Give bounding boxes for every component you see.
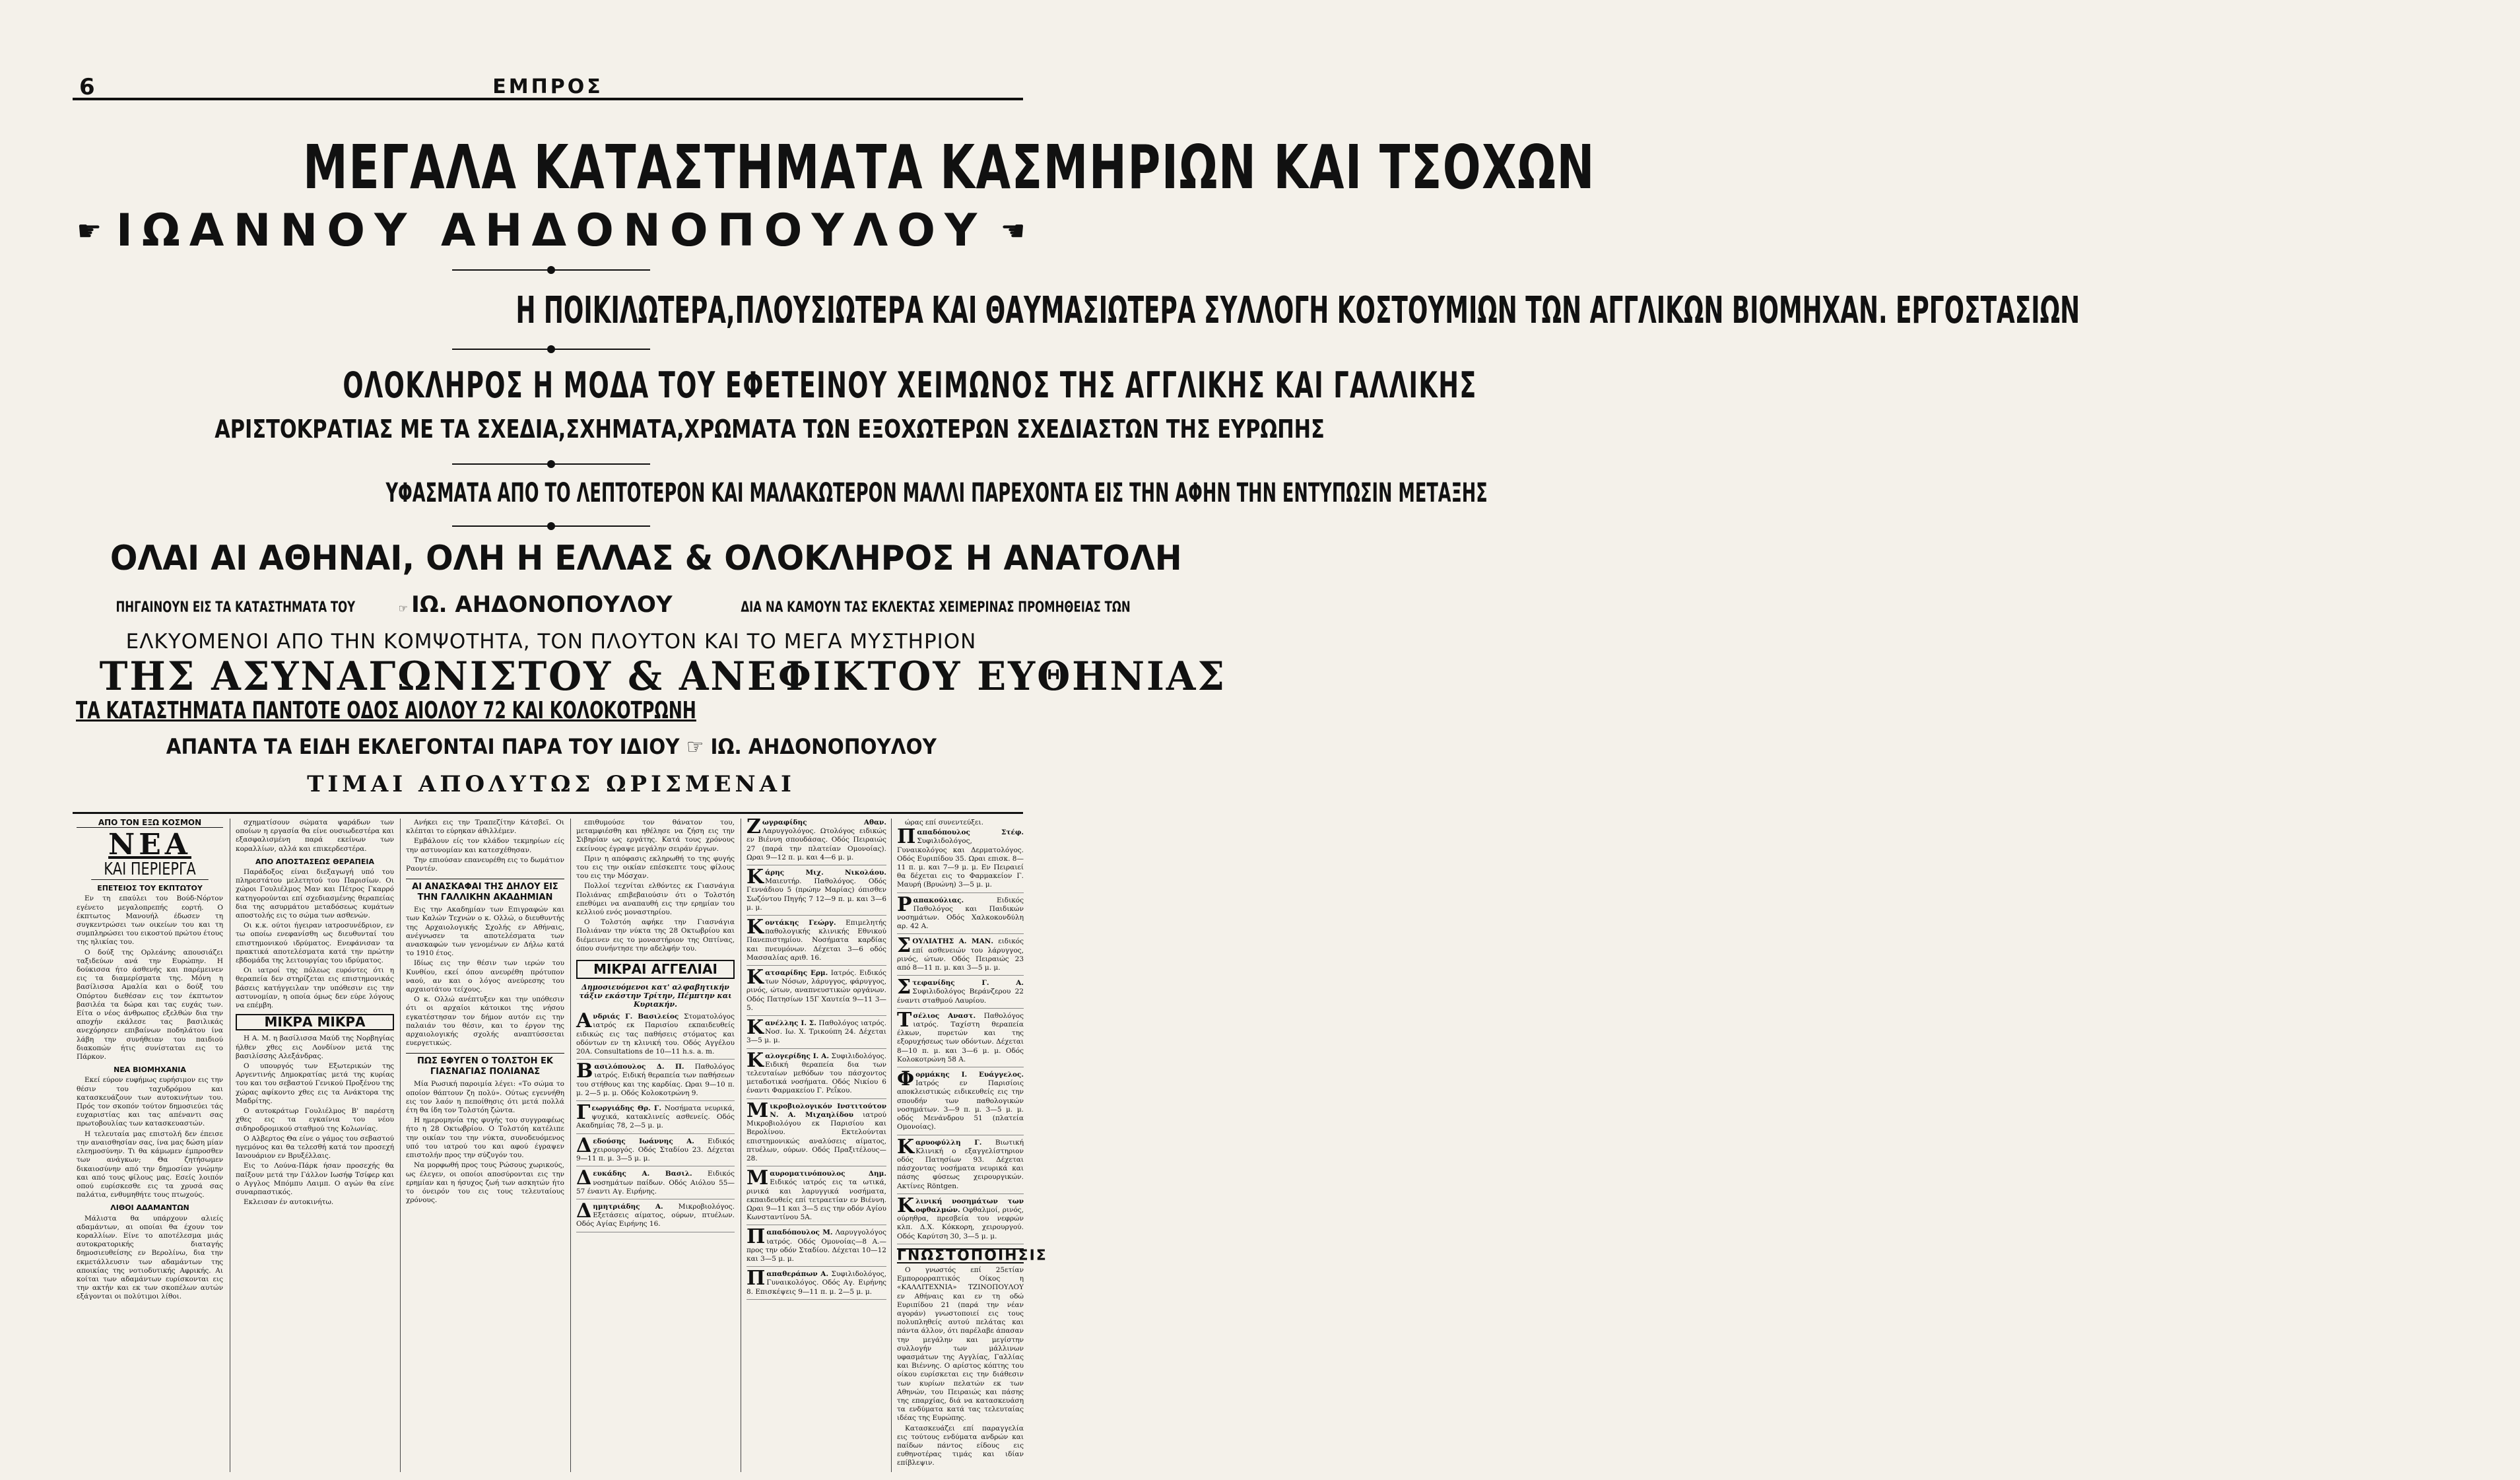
classifieds-subheading: Δημοσιευόμενοι κατ' αλφαβητικήν τάξιν εκάστην Τρίτην, Πέμπτην και Κυριακήν. — [579, 983, 732, 1009]
classified-entry: Καλογερίδης Ι. Α. Συφιλιδολόγος. Ειδική θεραπεία δια των τελευταίων μεθόδων του πάσχοντος μεταδοτικά νοσήματα. Οδός Νικίου 6 έναντι Φαρμακείου Γ. Ρεΐκου. — [746, 1052, 886, 1099]
classified-entry: ΣΟΥΛΙΑΤΗΣ Α. ΜΑΝ. ειδικός επί ασθενειών του λάρυγγος, ρινός, ώτων. Οδός Πειραιώς 23 από 8—11 π. μ. και 3—5 μ. μ. — [897, 937, 1024, 976]
article-paragraph: Πριν η απόφασις εκληρωθή το της φυγής του εις την οικίαν επέσκεπτε τους φίλους του εις την Μόσχαν. — [576, 854, 735, 881]
classified-entry: Κοντάκης Γεώργ. Επιμελητής παθολογικής κλινικής Εθνικού Πανεπιστημίου. Νοσήματα καρδίας και πνευμόνων. Δέχεται 3—6 οδός Μασσαλίας αριθ. 16. — [746, 919, 886, 966]
article-paragraph: Ο Τολστόη αφήκε την Γιασνάγια Πολιάναν την νύκτα της 28 Οκτωβρίου και διέμεινεν εις το μοναστήριον της Οπτίνας, όπου συνήντησε την αδελφήν του. — [576, 918, 735, 953]
classified-entry: Στεφανίδης Γ. Α. Συφιλιδολόγος Βεράνζερου 22 έναντι σταθμού Λαυρίου. — [897, 979, 1024, 1009]
ad-line-selected: ΑΠΑΝΤΑ ΤΑ ΕΙΔΗ ΕΚΛΕΓΟΝΤΑΙ ΠΑΡΑ ΤΟΥ ΙΔΙΟΥ ☞ ΙΩ. ΑΗΔΟΝΟΠΟΥΛΟΥ — [166, 734, 937, 759]
section-box-heading: ΜΙΚΡΑ ΜΙΚΡΑ — [236, 1014, 394, 1030]
section-subtitle: ΚΑΙ ΠΕΡΙΕΡΓΑ — [91, 859, 209, 880]
article-paragraph: ώρας επί συνεντεύξει. — [905, 819, 983, 826]
notice-heading: ΓΝΩΣΤΟΠΟΙΗΣΙΣ — [897, 1247, 1047, 1264]
article-paragraph: Ο δούξ της Ορλεάνης απουσιάζει ταξιδεύων ανά την Ευρώπην. Η δούκισσα ήτο άσθενής και παρέμεινεν εις τα διαμερίσματα της. Μόνη η βασίλισσα Αμαλία και ο δούξ του Οπόρτου διεθέσαν εις τον έκπτωτον βασιλέα τα δώρα και τας ευχάς των. Είτα ο νέος άνθρωπος εξελθών δια την αποχήν εκάλεσε τας βασιλικάς ανεχόρησεν επιβαίνων ποδηλάτου ίνα λάβη την συνήθειαν του παιδιού διακοπών ήτις συνίσταται εις το Πάρκον. — [77, 948, 223, 1061]
article-heading: ΝΕΑ ΒΙΟΜΗΧΑΝΙΑ — [114, 1065, 186, 1075]
section-divider — [73, 812, 1023, 814]
column-4 — [570, 819, 740, 1472]
ad-line-aristocracy: ΑΡΙΣΤΟΚΡΑΤΙΑΣ ΜΕ ΤΑ ΣΧΕΔΙΑ,ΣΧΗΜΑΤΑ,ΧΡΩΜΑΤΑ ΤΩΝ ΕΞΟΧΩΤΕΡΩΝ ΣΧΕΔΙΑΣΤΩΝ ΤΗΣ ΕΥΡΩΠΗΣ — [215, 415, 1325, 444]
pointing-hand-right-icon: ☚ — [1000, 215, 1026, 247]
article-paragraph: Ο κ. Ολλώ ανέπτυξεν και την υπόθεσιν ότι οι αρχαίοι κάτοικοι της νήσου εγκατέστησαν τον δήμον αυτόν εις την παλαιάν του θέσιν, και το έργον της αρχαιολογικής σχολής αναπτύσσεται ευεργετικώς. — [406, 995, 564, 1048]
article-paragraph: Παράδοξος είναι διεξαγωγή υπό του πληρεστάτου μελετητού του Παρισίων. Οι χώροι Γουλιέλμος Μαν και Πέτρος Γκαρρό κατηγορούνται επί σχεδιασμένης θεραπείας δια της ασυρμάτου μεταδόσεως κυμάτων αποστολής εις το σώμα των ασθενών. — [236, 868, 394, 920]
ornament-rule — [452, 349, 650, 350]
article-paragraph: Ανήκει εις την Τραπεζίτην Κάτσβεϊ. Οι κλέπται το εύρηκαν άθιλλέμεν. — [406, 819, 564, 836]
ad-line-collection: Η ΠΟΙΚΙΛΩΤΕΡΑ,ΠΛΟΥΣΙΩΤΕΡΑ ΚΑΙ ΘΑΥΜΑΣΙΩΤΕΡΑ ΣΥΛΛΟΓΗ ΚΟΣΤΟΥΜΙΩΝ ΤΩΝ ΑΓΓΛΙΚΩΝ ΒΙΟΜΗΧΑΝ. ΕΡΓΟΣΤΑΣΙΩΝ — [515, 289, 2080, 332]
article-paragraph: Μία Ρωσική παροιμία λέγει: «Το σώμα το οποίον θάπτουν ζη πολύ». Ούτως εγεννήθη εις τον λαόν η πεποίθησις ότι μετά πολλά έτη θα ίδη τον Τολστόη ζώντα. — [406, 1080, 564, 1115]
classified-entry: Κάρης Μιχ. Νικολάου. Μαιευτήρ. Παθολόγος. Οδός Γεννάδιου 5 (πρώην Μαρίας) όπισθεν Σωζόντου Πηγής 7 12—9 π. μ. και 3—6 μ. μ. — [746, 869, 886, 916]
ad-line-address: ΤΑ ΚΑΤΑΣΤΗΜΑΤΑ ΠΑΝΤΟΤΕ ΟΔΟΣ ΑΙΟΛΟΥ 72 ΚΑΙ ΚΟΛΟΚΟΤΡΩΝΗ — [76, 697, 696, 724]
article-paragraph: Να μορφωθή προς τους Ρώσους χωρικούς, ως έλεγεν, οι οποίοι αποσύρονται εις την ερημίαν και η ήσυχος ζωή των ασκητών ήτο το όνειρόν του εις τους τελευταίους χρόνους. — [406, 1161, 564, 1205]
article-paragraph: Οι κ.κ. ούτοι ήγειραν ιατροσυνέδριον, εν τω οποίω ενεφανίσθη ως διευθυνταί του επιστημονικού ιδρύματος. Ενεφάνισαν τα πρακτικά αποτελέσματα κατά την πρώτην εβδομάδα της λειτουργίας του ιδρύματος. — [236, 922, 394, 965]
ad-line-attracted: ΕΛΚΥΟΜΕΝΟΙ ΑΠΟ ΤΗΝ ΚΟΜΨΟΤΗΤΑ, ΤΟΝ ΠΛΟΥΤΟΝ ΚΑΙ ΤΟ ΜΕΓΑ ΜΥΣΤΗΡΙΟΝ — [125, 630, 977, 654]
classified-entry: Βασιλόπουλος Δ. Π. Παθολόγος ιατρός. Ειδική θεραπεία των παθήσεων του στήθους και της καρδίας. Ωραι 9—10 π. μ. 2—5 μ. μ. Οδός Κολοκοτρώνη 9. — [576, 1063, 735, 1101]
ornament-rule — [452, 269, 650, 271]
classifieds-heading: ΜΙΚΡΑΙ ΑΓΓΕΛΙΑΙ — [576, 960, 735, 979]
classified-entry: Δευκάδης Α. Βασιλ. Ειδικός νοσημάτων παίδων. Οδός Αιόλου 55—57 έναντι Αγ. Ειρήνης. — [576, 1170, 735, 1199]
article-paragraph: Η ημερομηνία της φυγής του συγγραφέως ήτο η 28 Οκτωβρίου. Ο Τολστόη κατέλιπε την οικίαν του την νύκτα, συνοδευόμενος υπό του ιατρού του και αφού έγραψεν επιστολήν προς την σύζυγόν του. — [406, 1116, 564, 1160]
ad-line-fashion: ΟΛΟΚΛΗΡΟΣ Η ΜΟΔΑ ΤΟΥ ΕΦΕΤΕΙΝΟΥ ΧΕΙΜΩΝΟΣ ΤΗΣ ΑΓΓΛΙΚΗΣ ΚΑΙ ΓΑΛΛΙΚΗΣ — [343, 364, 1477, 406]
classified-entry: Φορμάκης Ι. Ευάγγελος. Ιατρός εν Παρισίοις αποκλειστικώς ειδικευθείς εις την σπουδήν των παθολογικών νοσημάτων. 3—9 π. μ. 3—5 μ. μ. οδός Μενάνδρου 51 (πλατεία Ομονοίας). — [897, 1071, 1024, 1135]
article-paragraph: Η τελευταία μας επιστολή δεν έπεισε την αναισθησίαν σας, ίνα μας δώση μίαν ελεημοσύνην. Τι θα κάμωμεν έμπροσθεν των ανάγκων; Θα ζητήσωμεν δικαιοσύνην από την δημοσίαν γνώμην και από τους φίλους μας. Εσείς λοιπόν οπού ευρίσκεσθε εις τα χρυσά σας παλάτια, ενθυμηθήτε τους πτωχούς. — [77, 1129, 223, 1199]
classified-entry: Κλινική νοσημάτων των οφθαλμών. Οφθαλμοί, ρινός, ούρηθρα, πρεσβεία του νεφρών κλπ. Δ.Χ. Κόκκορη, χειρουργού. Οδός Καρύτση 30, 3—5 μ. μ. — [897, 1197, 1024, 1244]
classified-entry: Παπαθεράπων Α. Συφιλιδολόγος, Γυναικολόγος. Οδός Αγ. Ειρήνης 8. Επισκέψεις 9—11 π. μ. 2—5 μ. μ. — [746, 1270, 886, 1300]
advertisement — [76, 119, 2080, 805]
article-paragraph: Ο Αλβερτος Θα είνε ο γάμος του σεβαστού ηγεμόνος και θα τελεσθή κατά τον προσεχή Ιανουάριον εν Βρυξέλλαις. — [236, 1134, 394, 1160]
page-number: 6 — [79, 74, 95, 100]
ad-line-stores: ΠΗΓΑΙΝΟΥΝ ΕΙΣ ΤΑ ΚΑΤΑΣΤΗΜΑΤΑ ΤΟΥ ☞ ΙΩ. ΑΗΔΟΝΟΠΟΥΛΟΥ ΔΙΑ ΝΑ ΚΑΜΟΥΝ ΤΑΣ ΕΚΛΕΚΤΑΣ ΧΕΙΜΕΡΙΝΑΣ ΠΡΟΜΗΘΕΙΑΣ ΤΩΝ — [116, 591, 1131, 618]
section-label: ΑΠΟ ΤΟΝ ΕΞΩ ΚΟΣΜΟΝ — [77, 819, 223, 828]
classified-entry: Γεωργιάδης Θρ. Γ. Νοσήματα νευρικά, ψυχικά, κατακλινείς ασθενείς. Οδός Ακαδημίας 78, 2—5 μ. μ. — [576, 1104, 735, 1134]
column-2 — [230, 819, 399, 1472]
article-heading: ΛΙΘΟΙ ΑΔΑΜΑΝΤΩΝ — [110, 1203, 189, 1213]
article-paragraph: Κατασκευάζει επί παραγγελία εις τούτους ενδύματα ανδρών και παίδων πάντος είδους εις ευθηνοτέρας τιμάς και ιδίαν επίβλεψιν. — [897, 1424, 1024, 1467]
classified-entry: Ζωγραφίδης Αθαν. Λαρυγγολόγος. Ωτολόγος ειδικώς εν Βιέννη σπουδάσας. Οδός Πειραιώς 27 (παρά την πλατείαν Ομονοίας). Ωραι 9—12 π. μ. και 4—6 μ. μ. — [746, 819, 886, 865]
article-heading: ΠΩΣ ΕΦΥΓΕΝ Ο ΤΟΛΣΤΟΗ ΕΚ ΓΙΑΣΝΑΓΙΑΣ ΠΟΛΙΑΝΑΣ — [406, 1053, 564, 1077]
column-5 — [741, 815, 892, 1472]
newspaper-title: ΕΜΠΡΟΣ — [492, 75, 603, 98]
article-paragraph: Ιδίως εις την θέσιν των ιερών του Κυνθίου, εκεί όπου ανευρέθη πρότυπον ναού, αν και ο λόγος ανεύρεσης του αρχαιοτάτου τείχους. — [406, 959, 564, 994]
article-paragraph: Πολλοί τεχνίται ελθόντες εκ Γιασνάγια Πολιάνας επιβεβαιούσιν ότι ο Τολστόη επεθύμει να αναπαυθή εις την ερημίαν του κελλιού ενός μοναστηρίου. — [576, 882, 735, 917]
classified-entry: Δεδούσης Ιωάννης Α. Ειδικός χειρουργός. Οδός Σταδίου 23. Δέχεται 9—11 π. μ. 3—5 μ. μ. — [576, 1137, 735, 1167]
article-paragraph: Μάλιστα θα υπάρχουν αλιείς αδαμάντων, αι οποίαι θα έχουν τον κοραλλίων. Είνε το αποτέλεσμα μιάς αυτοκρατορικής διαταγής δημοσιευθείσης εν Βερολίνω, δια την εκμετάλλευσιν των αδαμάντων της αποικίας της νοτιοδυτικής Αφρικής. Αι κοίται των αδαμάντων ευρίσκονται εις την ακτήν και εκ των σκοπέλων αυτών εξάγονται οι πολύτιμοι λίθοι. — [77, 1214, 223, 1301]
article-paragraph: Την επιούσαν επανευρέθη εις το δωμάτιον Ραοντέν. — [406, 856, 564, 873]
masthead — [73, 74, 1023, 100]
text-columns — [73, 815, 1047, 1472]
classified-entry: Τσέλιος Αναστ. Παθολόγος ιατρός. Ταχίστη θεραπεία έλκων, πυρετών και της εξορυχήσεως των οδόντων. Δέχεται 8—10 π. μ. και 3—6 μ. μ. Οδός Κολοκοτρώνη 58 Α. — [897, 1012, 1024, 1067]
column-6 — [891, 819, 1047, 1472]
article-paragraph: Ο αυτοκράτωρ Γουλιέλμος Β' παρέστη χθες εις τα εγκαίνια του νέου σιδηροδρομικού σταθμού της Κολωνίας. — [236, 1107, 394, 1133]
pointing-hand-left-icon: ☛ — [77, 215, 102, 247]
article-paragraph: Οι ιατροί της πόλεως ευρόντες ότι η θεραπεία δεν στηρίζεται εις επιστημονικάς βάσεις κατήγγειλαν την υπόθεσιν εις την αστυνομίαν, η οποία όμως δεν εύρε λόγους να επέμβη. — [236, 966, 394, 1010]
article-paragraph: Εκεί εύρον ευφήμως ευρήσιμον εις την θέσιν του ταχυδρόμου και κατασκευάζουν των αυτοκινήτων του. Πρός τον σκοπόν τούτον δημοσιεύει τάς ευχαριστίας και τας απέναντι σας πρωτοβουλίας των κατασκευαστών. — [77, 1076, 223, 1128]
column-3 — [400, 819, 570, 1472]
article-paragraph: Ο υπουργός των Εξωτερικών της Αργεντινής Δημοκρατίας μετά της κυρίας του και του σεβαστού Γενικού Προξένου της χώρας αφίκοντο χθες εις τα Ανάκτορα της Μαδρίτης. — [236, 1062, 394, 1105]
classified-entry: Κατσαρίδης Ερμ. Ιατρός. Ειδικός των Νόσων, λάρυγγος, φάρυγγος, ρινός, ώτων, αναπνευστικών οργάνων. Οδός Πατησίων 15Γ Χαυτεία 9—11 3—5. — [746, 969, 886, 1016]
ornament-rule — [452, 463, 650, 465]
ad-headline: ΜΕΓΑΛΑ ΚΑΤΑΣΤΗΜΑΤΑ ΚΑΣΜΗΡΙΩΝ ΚΑΙ ΤΣΟΧΩΝ — [302, 132, 1595, 203]
classified-entry: Κανέλλης Ι. Σ. Παθολόγος ιατρός. Νοσ. Ιω. Χ. Τρικούπη 24. Δέχεται 3—5 μ. μ. — [746, 1019, 886, 1049]
article-heading: ΕΠΕΤΕΙΟΣ ΤΟΥ ΕΚΠΤΩΤΟΥ — [97, 884, 203, 893]
classified-entry: Παπαδόπουλος Στέφ. Συφιλιδολόγος, Γυναικολόγος και Δερματολόγος. Οδός Ευριπίδου 35. Ωραι επισκ. 8—11 π. μ. και 7—9 μ. μ. Εν Πειραιεί θα δέχεται εις το Φαρμακείον Γ. Μαυρή (Βρυώνη) 3—5 μ. μ. — [897, 828, 1024, 892]
article-paragraph: Η Α. Μ. η βασίλισσα Μαύδ της Νορβηγίας ήλθεν χθες εις Λονδίνον μετά της βασιλίσσης Αλεξάνδρας. — [236, 1034, 394, 1060]
article-heading: ΑΠΟ ΑΠΟΣΤΑΣΕΩΣ ΘΕΡΑΠΕΙΑ — [255, 857, 374, 866]
column-1 — [73, 819, 228, 1472]
section-title: ΝΕΑ — [108, 828, 191, 862]
ad-line-athens: ΟΛΑΙ ΑΙ ΑΘΗΝΑΙ, ΟΛΗ Η ΕΛΛΑΣ & ΟΛΟΚΛΗΡΟΣ Η ΑΝΑΤΟΛΗ — [110, 539, 1182, 578]
ad-merchant-name: ☛ ΙΩΑΝΝΟΥ ΑΗΔΟΝΟΠΟΥΛΟΥ ☚ — [77, 205, 1026, 257]
article-paragraph: Ο γνωστός επί 25ετίαν Εμπορορραπτικός Οίκος η «ΚΑΛΛΙΤΕΧΝΙΑ» ΤΖΙΝΟΠΟΥΛΟΥ εν Αθήναις και εν τη οδώ Ευριπίδου 21 (παρά την νέαν αγοράν) γνωστοποιεί εις τους πολυπληθείς αυτού πελάτας και πάντα άλλον, ότι παρέλαβε άπασαν την μεγάλην και μεγίστην συλλογήν των μάλλινων υφασμάτων της Αγγλίας, Γαλλίας και Βιέννης. Ο αρίστος κόπτης του οίκου ευρίσκεται εις την διάθεσιν των κυρίων πελατών εκ των Αθηνών, του Πειραιώς και πάσης της επαρχίας, διά να κατασκευάση τα ενδύματα κατά τας τελευταίας ιδέας της Ευρώπης. — [897, 1265, 1024, 1423]
ad-line-prices: ΤΙΜΑΙ ΑΠΟΛΥΤΩΣ ΩΡΙΣΜΕΝΑΙ — [307, 771, 795, 797]
classified-entry: Ανδριάς Γ. Βασιλείος Στοματολόγος ιατρός εκ Παρισίου εκπαιδευθείς ειδικώς εις τας παθήσεις στόματος και οδόντων εν τη κλινική του. Οδός Αγγέλου 20Α. Consultations de 10—11 h.s. a. m. — [576, 1013, 735, 1060]
article-paragraph: επιθυμούσε τον θάνατον του, μεταμφιέσθη και ηθέλησε να ζήση εις την Σιβηρίαν ως εργάτης. Κατά τους χρόνους εκείνους έγραψε μεγάλην σειράν έργων. — [576, 819, 735, 853]
article-paragraph: Εις την Ακαδημίαν των Επιγραφών και των Καλών Τεχνών ο κ. Ολλώ, ο διευθυντής της Αρχαιολογικής Σχολής εν Αθήναις, ανέγνωσεν τα αποτελέσματα των ανασκαφών των γενομένων εν Δήλω κατά το 1910 έτος. — [406, 906, 564, 958]
ornament-rule — [452, 525, 650, 527]
article-paragraph: Εμβάλουν είς τον κλάδον τεκμηρίων είς την αστυνομίαν και κατεσχέθησαν. — [406, 837, 564, 854]
classified-entry: Παπαδόπουλος Μ. Λαρυγγολόγος ιατρός. Οδός Ομονοίας—8 Α.—προς την οδόν Σταδίου. Δέχεται 10—12 και 3—5 μ. μ. — [746, 1228, 886, 1267]
classified-entry: Δημητριάδης Α. Μικροβιολόγος. Εξετάσεις αίματος, ούρων, πτυέλων. Οδός Αγίας Ειρήνης 16. — [576, 1203, 735, 1232]
classified-entry: Μαυροματινόπουλος Δημ. Ειδικός ιατρός εις τα ωτικά, ρινικά και λαρυγγικά νοσήματα, εκπαιδευθείς επί τετραετίαν εν Βιέννη. Ωραι 9—11 και 3—5 εις την οδόν Αγίου Κωνσταντίνου 5Α. — [746, 1170, 886, 1225]
ad-line-fabrics: ΥΦΑΣΜΑΤΑ ΑΠΟ ΤΟ ΛΕΠΤΟΤΕΡΟΝ ΚΑΙ ΜΑΛΑΚΩΤΕΡΟΝ ΜΑΛΛΙ ΠΑΡΕΧΟΝΤΑ ΕΙΣ ΤΗΝ ΑΦΗΝ ΤΗΝ ΕΝΤΥΠΩΣΙΝ ΜΕΤΑΞΗΣ — [385, 478, 1488, 508]
classified-entry: Ραπακούλιας. Ειδικός Παθολόγος και Παιδικών νοσημάτων. Οδός Χαλκοκονδύλη αρ. 42 Α. — [897, 896, 1024, 935]
article-paragraph: Εις το Λούνα-Πάρκ ήσαν προσεχής θα παίξουν μετά την Γάλλον Ιωσήφ Τσίφερ και ο Αγγλος Μπόμπυ Λαιμπ. Ο αγών θα είνε συναρπαστικός. — [236, 1162, 394, 1196]
pointing-hand-icon: ☞ — [398, 602, 409, 615]
classified-entry: Μικροβιολογικόν Ινστιτούτον Ν. Α. Μιχαηλίδου ιατρού Μικροβιολόγου εκ Παρισίου και Βερολίνου. Εκτελούνται επιστημονικώς αναλύσεις αίματος, πτυέλων, ούρων. Οδός Πραξιτέλους—28. — [746, 1102, 886, 1166]
article-paragraph: σχηματίσουν σώματα ψαράδων των οποίων η εργασία θα είνε ουσιωδεστέρα και εξασφαλισμένη παρά εκείνων των κοραλλίων, αλλά και επικερδεστέρα. — [236, 819, 394, 853]
article-heading: ΑΙ ΑΝΑΣΚΑΦΑΙ ΤΗΣ ΔΗΛΟΥ ΕΙΣ ΤΗΝ ΓΑΛΛΙΚΗΝ ΑΚΑΔΗΜΙΑΝ — [406, 879, 564, 903]
article-paragraph: Εν τη επαύλει του Βούδ-Νόρτον εγένετο μεγαλοπρεπής εορτή. Ο έκπτωτος Μανουήλ έδωσεν τη συγκεντρώσει των οικείων του και τη συμπληρώσει του εικοστού πρώτου έτους της ηλικίας του. — [77, 894, 223, 947]
ad-line-cheapness: ΤΗΣ ΑΣΥΝΑΓΩΝΙΣΤΟΥ & ΑΝΕΦΙΚΤΟΥ ΕΥΘΗΝΙΑΣ — [99, 654, 1226, 700]
article-paragraph: Εκλεισαν έν αυτοκινήτω. — [244, 1198, 334, 1207]
classified-entry: Καρυοφύλλη Γ. Βιωτική Κλινική ο εξαγγελίστηριον οδός Πατησίων 93. Δέχεται πάσχοντας νοσήματα νευρικά και πάσης φύσεως χειρουργικών. Ακτίνες Röntgen. — [897, 1139, 1024, 1194]
